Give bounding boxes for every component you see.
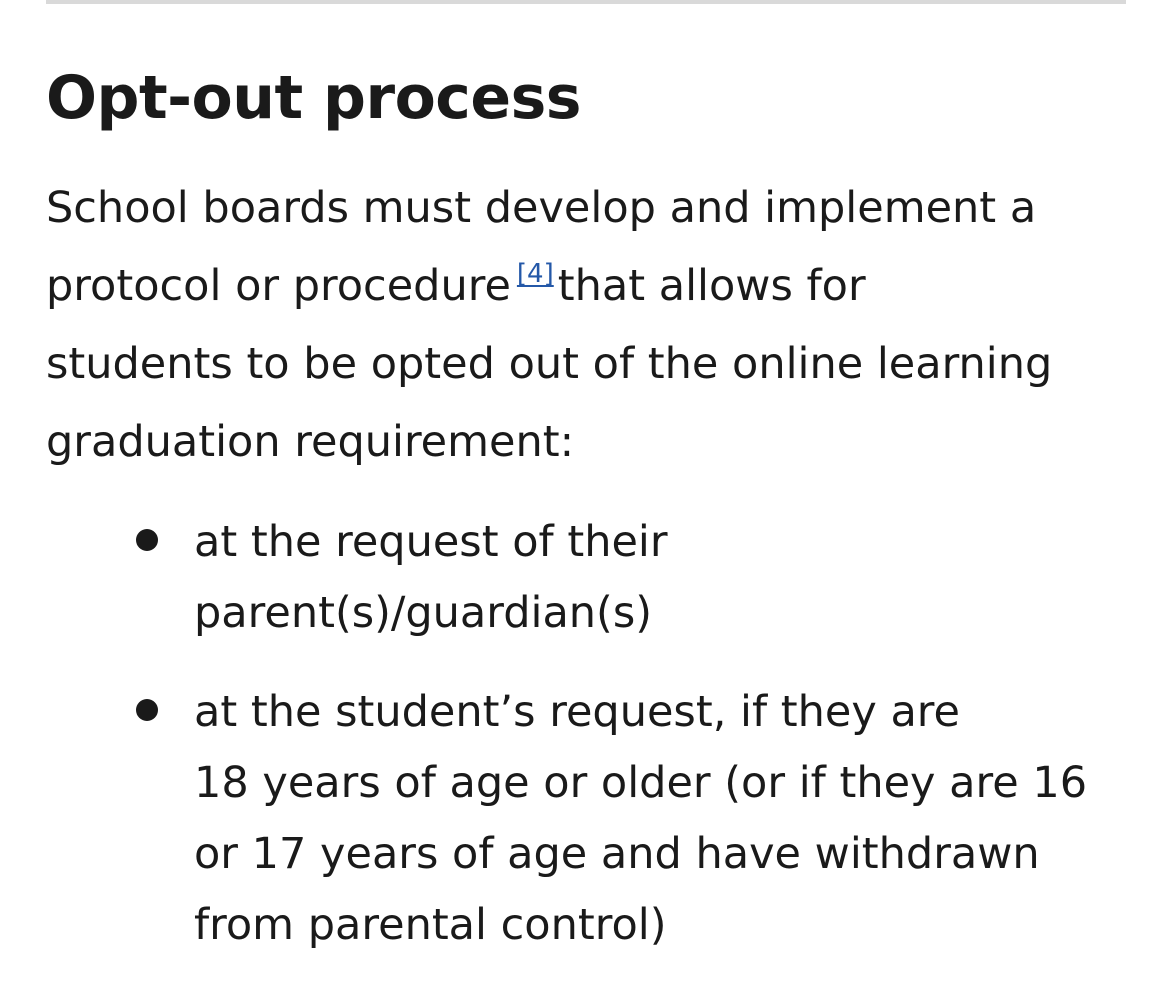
section-heading: Opt-out process — [46, 63, 581, 133]
list-item-text: parent(s)/guardian(s) — [194, 588, 653, 638]
bullet-icon — [136, 699, 158, 721]
footnote-reference-link[interactable]: [4] — [516, 259, 554, 289]
intro-line: students to be opted out of the online learning — [46, 339, 1053, 389]
intro-text: protocol or procedure — [46, 261, 511, 311]
intro-paragraph — [46, 169, 1136, 481]
intro-line: graduation requirement: — [46, 417, 575, 467]
opt-out-conditions-list — [0, 507, 1170, 989]
intro-line-with-reference — [46, 247, 1136, 325]
list-item-text: from parental control) — [194, 900, 667, 950]
list-item-text: at the request of their — [194, 517, 668, 567]
intro-text: that allows for — [557, 261, 866, 311]
list-item — [0, 677, 1170, 961]
section-divider — [46, 0, 1126, 4]
list-item — [0, 507, 1170, 649]
list-item-text: 18 years of age or older (or if they are 16 — [194, 758, 1088, 808]
intro-line: School boards must develop and implement a — [46, 183, 1037, 233]
bullet-icon — [136, 529, 158, 551]
list-item-text: or 17 years of age and have withdrawn — [194, 829, 1040, 879]
list-item-text: at the student’s request, if they are — [194, 687, 961, 737]
